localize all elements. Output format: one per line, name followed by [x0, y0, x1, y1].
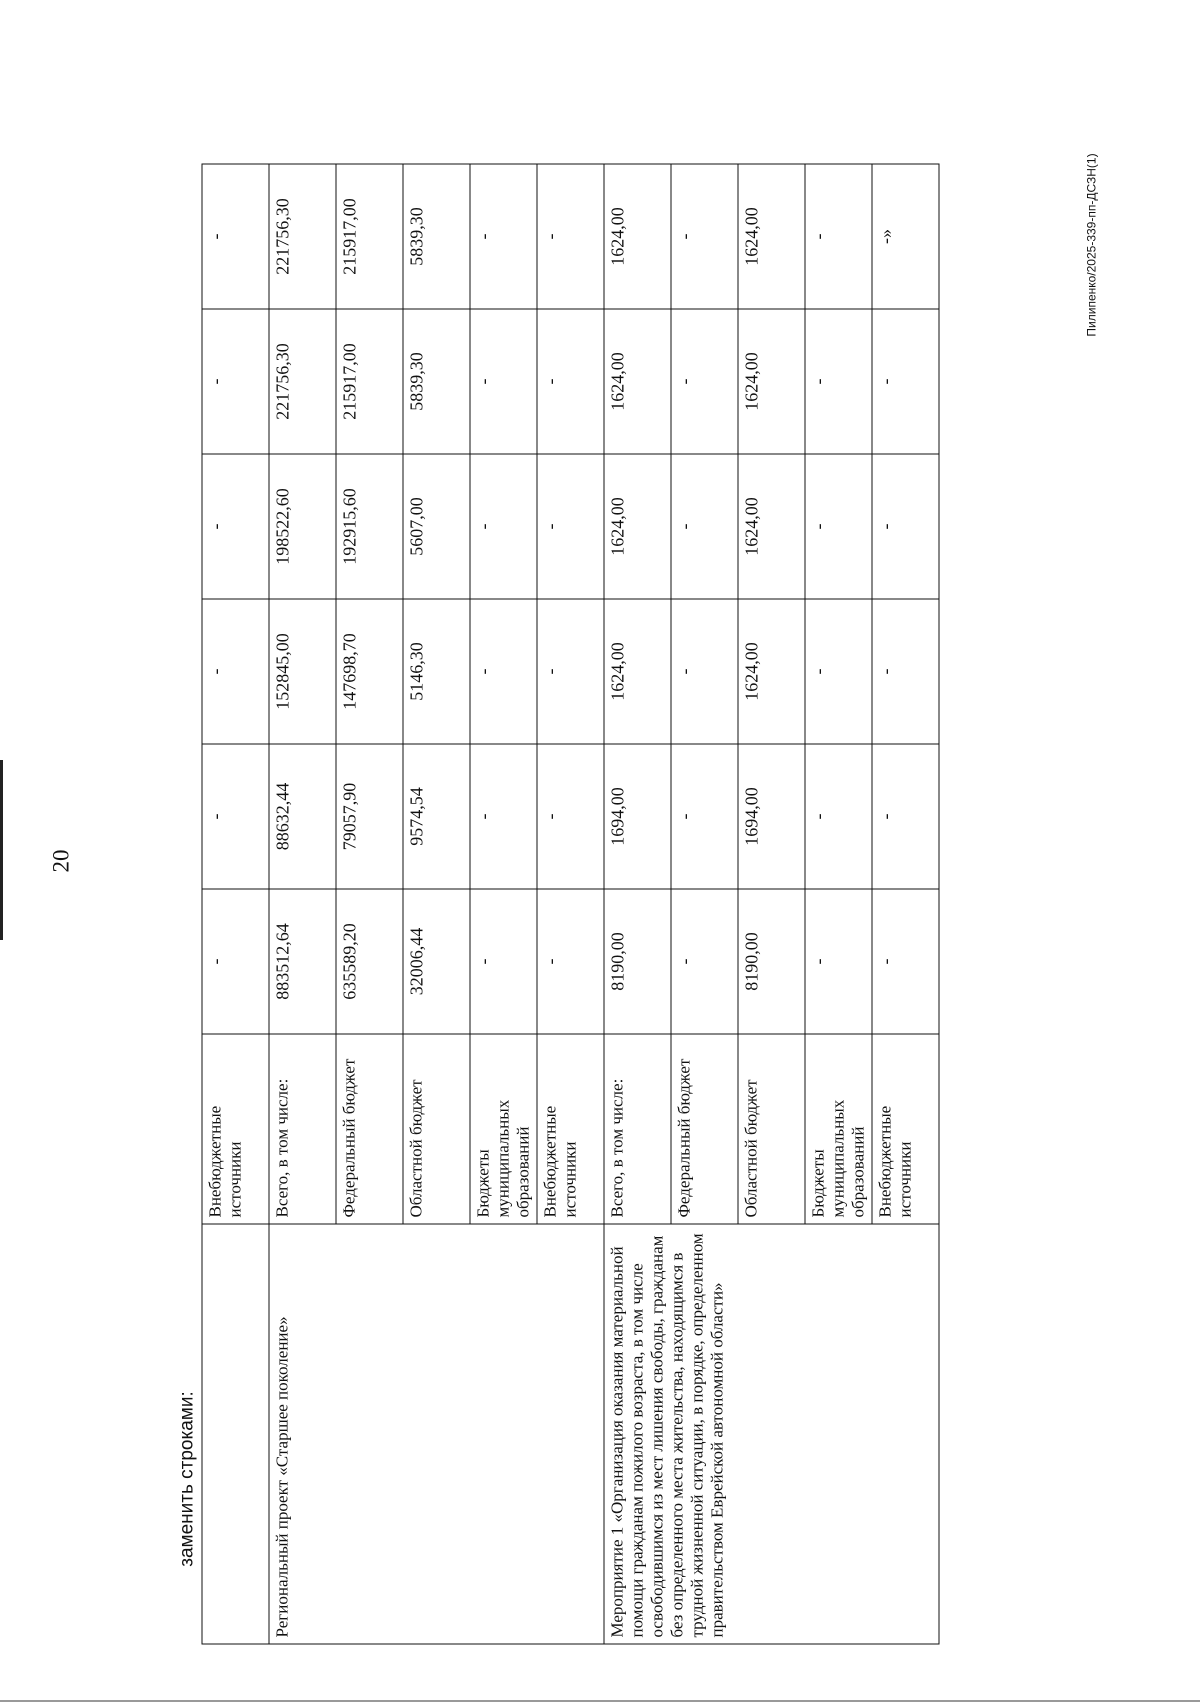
table-row	[604, 164, 671, 1644]
value-cell: -	[470, 454, 537, 599]
funding-source-cell: Всего, в том числе:	[604, 1034, 671, 1224]
value-cell: -	[537, 744, 604, 889]
value-cell: 883512,64	[269, 889, 336, 1034]
value-cell: 1694,00	[738, 744, 805, 889]
value-cell: 5839,30	[403, 164, 470, 309]
value-cell: 1624,00	[738, 599, 805, 744]
value-cell: 5607,00	[403, 454, 470, 599]
scan-edge-mark	[0, 760, 3, 940]
value-cell: 215917,00	[336, 309, 403, 454]
funding-source-cell: Внебюджетные источники	[537, 1034, 604, 1224]
page-number: 20	[48, 849, 74, 873]
value-cell: -	[805, 454, 872, 599]
value-cell: -	[202, 454, 269, 599]
value-cell: 8190,00	[604, 889, 671, 1034]
value-cell: -»	[872, 164, 939, 309]
funding-source-cell: Федеральный бюджет	[336, 1034, 403, 1224]
value-cell: 9574,54	[403, 744, 470, 889]
funding-source-cell: Областной бюджет	[403, 1034, 470, 1224]
value-cell: -	[872, 454, 939, 599]
funding-source-cell: Федеральный бюджет	[671, 1034, 738, 1224]
value-cell: 32006,44	[403, 889, 470, 1034]
document-code: Пилипенко/2025-339-пп-ДСЗН(1)	[1084, 153, 1099, 337]
value-cell: -	[470, 889, 537, 1034]
value-cell: 88632,44	[269, 744, 336, 889]
value-cell: -	[537, 454, 604, 599]
funding-source-cell: Бюджеты муниципальных образований	[470, 1034, 537, 1224]
value-cell: -	[872, 309, 939, 454]
budget-table	[202, 164, 940, 1645]
value-cell: -	[470, 309, 537, 454]
funding-source-cell: Всего, в том числе:	[269, 1034, 336, 1224]
value-cell: 5146,30	[403, 599, 470, 744]
value-cell: 192915,60	[336, 454, 403, 599]
table-row	[269, 164, 336, 1644]
value-cell: -	[671, 744, 738, 889]
value-cell: -	[202, 744, 269, 889]
funding-source-cell: Внебюджетные источники	[202, 1034, 269, 1224]
value-cell: 1624,00	[738, 309, 805, 454]
table-row	[202, 164, 269, 1644]
value-cell: -	[537, 309, 604, 454]
value-cell: -	[202, 309, 269, 454]
value-cell: 215917,00	[336, 164, 403, 309]
value-cell: 1624,00	[738, 164, 805, 309]
value-cell: -	[202, 164, 269, 309]
value-cell: -	[805, 889, 872, 1034]
value-cell: -	[872, 744, 939, 889]
value-cell: 221756,30	[269, 309, 336, 454]
funding-source-cell: Внебюджетные источники	[872, 1034, 939, 1224]
row-name-cell	[202, 1224, 269, 1644]
value-cell: -	[805, 744, 872, 889]
value-cell: -	[202, 889, 269, 1034]
value-cell: 221756,30	[269, 164, 336, 309]
value-cell: -	[671, 889, 738, 1034]
value-cell: -	[202, 599, 269, 744]
value-cell: -	[671, 454, 738, 599]
value-cell: 1624,00	[604, 164, 671, 309]
row-name-cell: Региональный проект «Старшее поколение»	[269, 1224, 604, 1644]
value-cell: -	[805, 309, 872, 454]
value-cell: 635589,20	[336, 889, 403, 1034]
value-cell: -	[872, 889, 939, 1034]
funding-source-cell: Областной бюджет	[738, 1034, 805, 1224]
value-cell: -	[470, 164, 537, 309]
value-cell: 147698,70	[336, 599, 403, 744]
value-cell: 1624,00	[738, 454, 805, 599]
value-cell: -	[805, 599, 872, 744]
value-cell: 1694,00	[604, 744, 671, 889]
value-cell: -	[537, 599, 604, 744]
value-cell: -	[805, 164, 872, 309]
value-cell: 1624,00	[604, 454, 671, 599]
value-cell: 79057,90	[336, 744, 403, 889]
value-cell: -	[537, 164, 604, 309]
value-cell: 1624,00	[604, 599, 671, 744]
value-cell: 8190,00	[738, 889, 805, 1034]
value-cell: -	[671, 164, 738, 309]
value-cell: -	[671, 309, 738, 454]
replace-with-rows-caption: заменить строками:	[176, 1391, 198, 1567]
bottom-edge-line	[0, 1700, 1200, 1702]
value-cell: 198522,60	[269, 454, 336, 599]
value-cell: 1624,00	[604, 309, 671, 454]
value-cell: 5839,30	[403, 309, 470, 454]
value-cell: -	[671, 599, 738, 744]
value-cell: -	[470, 599, 537, 744]
value-cell: -	[537, 889, 604, 1034]
funding-source-cell: Бюджеты муниципальных образований	[805, 1034, 872, 1224]
value-cell: -	[872, 599, 939, 744]
budget-table-container	[202, 165, 1007, 1645]
value-cell: 152845,00	[269, 599, 336, 744]
value-cell: -	[470, 744, 537, 889]
row-name-cell: Мероприятие 1 «Организация оказания материальной помощи гражданам пожилого возраста, в том числе освободившимся из мест лишения свободы, гражданам без определенного места жительства, находящимся в трудной жизненной ситуации, в порядке, определенном правительством Еврейской автономной области»	[604, 1224, 939, 1644]
